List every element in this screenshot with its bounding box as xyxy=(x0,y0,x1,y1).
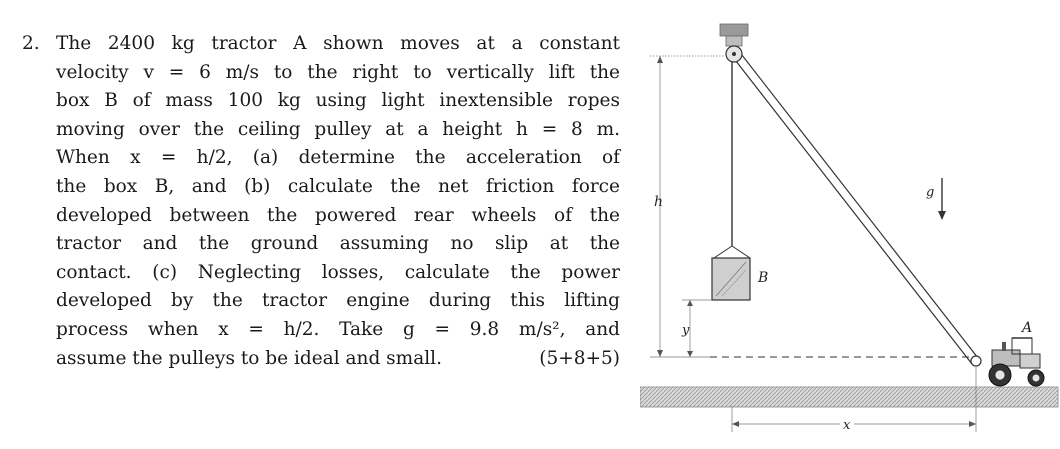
problem-line: When x = h/2, (a) determine the acceleration of xyxy=(56,147,620,169)
x-label: x xyxy=(843,418,851,433)
h-label: h xyxy=(654,194,664,210)
ceiling-support xyxy=(720,24,748,36)
problem-line: velocity v = 6 m/s to the right to vertically lift the xyxy=(56,61,620,83)
problem-line: the box B, and (b) calculate the net friction force xyxy=(56,175,620,197)
y-label: y xyxy=(682,323,690,338)
problem-line: The 2400 kg tractor A shown moves at a constant xyxy=(56,33,620,54)
problem-line: process when x = h/2. Take g = 9.8 m/s², and xyxy=(56,318,620,340)
tractor-a xyxy=(989,338,1044,386)
problem-line: developed by the tractor engine during this lifting xyxy=(56,290,620,312)
problem-statement xyxy=(22,30,620,373)
g-label: g xyxy=(926,185,935,200)
marks-allocation: (5+8+5) xyxy=(539,347,620,369)
problem-line: contact. (c) Neglecting losses, calculate the power xyxy=(56,261,620,283)
tractor-label: A xyxy=(1022,320,1033,336)
problem-line: moving over the ceiling pulley at a height h = 8 m. xyxy=(56,118,620,140)
problem-line: assume the pulleys to be ideal and small. xyxy=(56,347,442,369)
box-label: B xyxy=(758,270,769,286)
tractor-pulley-figure xyxy=(640,20,1060,440)
inclined-rope-lower xyxy=(732,56,972,364)
problem-line: tractor and the ground assuming no slip at the xyxy=(56,233,620,255)
problem-number: 2. xyxy=(22,33,40,54)
problem-line: box B of mass 100 kg using light inextensible ropes xyxy=(56,90,620,112)
ground xyxy=(640,387,1058,407)
pulley-bracket xyxy=(726,36,742,46)
tractor-pulley xyxy=(971,356,981,366)
problem-line: developed between the powered rear wheels of the xyxy=(56,204,620,226)
problem-body xyxy=(56,30,620,373)
box-hanger xyxy=(714,246,750,258)
problem-line-last xyxy=(56,345,620,374)
